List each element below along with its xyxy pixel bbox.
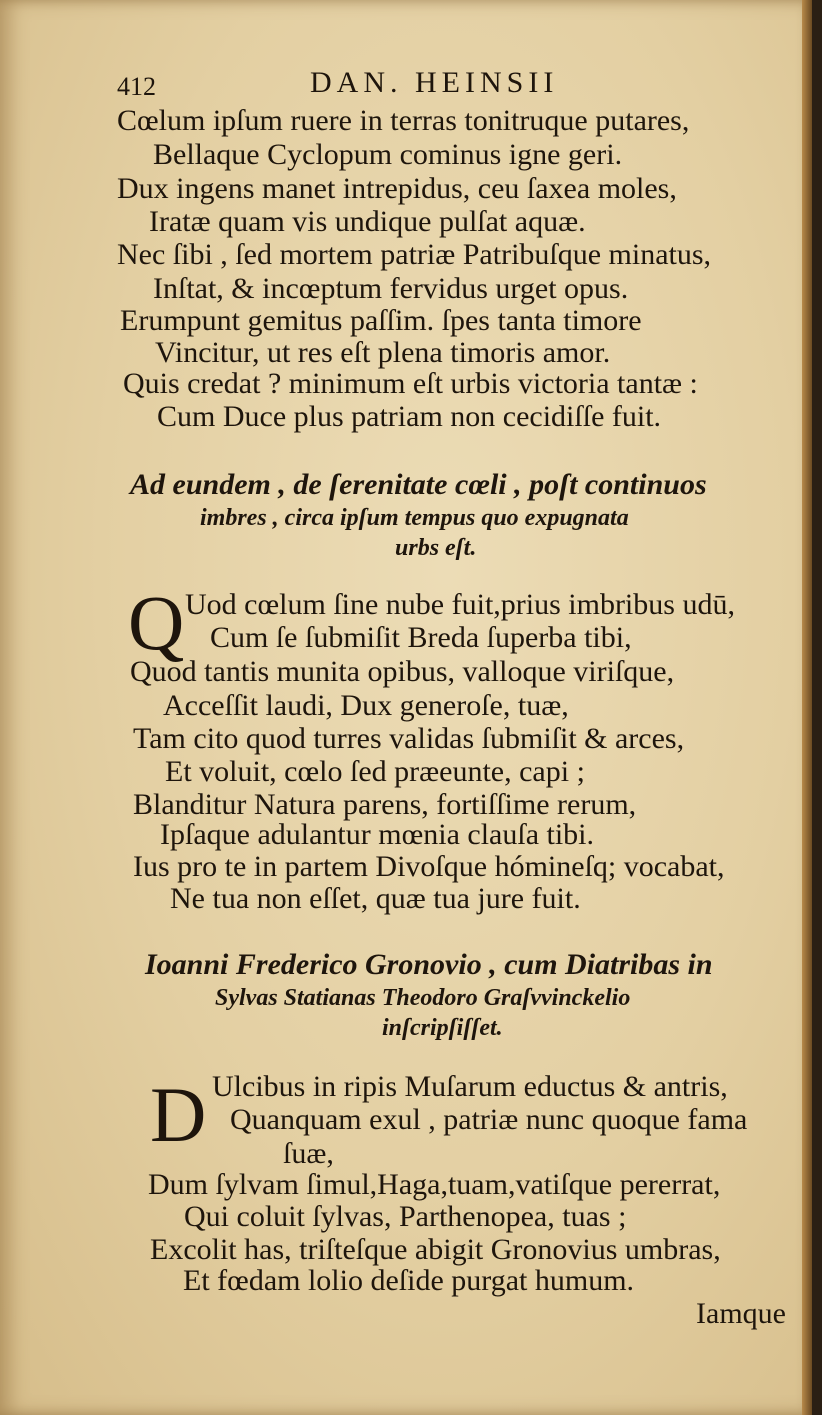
- poem3-line: ſuæ,: [283, 1137, 334, 1170]
- poem2-title: Ad eundem , de ſerenitate cœli , poſt continuos: [130, 468, 707, 501]
- poem2-line: Et voluit, cœlo ſed præeunte, capi ;: [165, 755, 585, 788]
- running-head: DAN. HEINSII: [310, 66, 559, 99]
- poem3-line: Quanquam exul , patriæ nunc quoque fama: [230, 1103, 748, 1136]
- poem1-line: Iratæ quam vis undique pulſat aquæ.: [149, 205, 586, 238]
- poem2-line: Ne tua non eſſet, quæ tua jure fuit.: [170, 882, 581, 915]
- poem3-line: Excolit has, triſteſque abigit Gronovius umbras,: [150, 1233, 721, 1266]
- poem2-line: Ius pro te in partem Divoſque hómineſq; vocabat,: [133, 850, 725, 883]
- poem1-line: Inſtat, & incœptum fervidus urget opus.: [153, 272, 629, 305]
- poem3-dropcap: D: [150, 1071, 207, 1158]
- catchword: Iamque: [696, 1297, 786, 1330]
- poem3-title: Ioanni Frederico Gronovio , cum Diatribas in: [145, 948, 713, 981]
- poem1-line: Bellaque Cyclopum cominus igne geri.: [153, 138, 623, 171]
- page-edge: [802, 0, 812, 1415]
- poem2-line: Tam cito quod turres validas ſubmiſit & arces,: [133, 722, 685, 755]
- poem1-line: Quis credat ? minimum eſt urbis victoria tantæ :: [123, 367, 698, 400]
- poem1-line: Vincitur, ut res eſt plena timoris amor.: [155, 336, 611, 369]
- poem2-line: Quod tantis munita opibus, valloque viriſque,: [130, 655, 675, 688]
- poem1-line: Erumpunt gemitus paſſim. ſpes tanta timore: [120, 304, 642, 337]
- poem3-title: Sylvas Statianas Theodoro Graſvvinckelio: [215, 985, 631, 1011]
- poem2-line: Ipſaque adulantur mœnia clauſa tibi.: [160, 818, 595, 851]
- poem2-line: Acceſſit laudi, Dux generoſe, tuæ,: [163, 689, 569, 722]
- poem2-title: urbs eſt.: [395, 535, 477, 561]
- poem2-title: imbres , circa ipſum tempus quo expugnata: [200, 505, 629, 531]
- poem2-dropcap: Q: [128, 579, 185, 666]
- poem3-line: Et fœdam lolio deſide purgat humum.: [183, 1264, 635, 1297]
- poem3-line: Qui coluit ſylvas, Parthenopea, tuas ;: [184, 1200, 627, 1233]
- poem3-line: Ulcibus in ripis Muſarum eductus & antris,: [212, 1070, 728, 1103]
- poem1-line: Dux ingens manet intrepidus, ceu ſaxea moles,: [117, 172, 677, 205]
- poem3-title: inſcripſiſſet.: [382, 1015, 503, 1041]
- poem1-line: Nec ſibi , ſed mortem patriæ Patribuſque minatus,: [117, 238, 712, 271]
- page-number: 412: [117, 72, 156, 101]
- poem1-line: Cœlum ipſum ruere in terras tonitruque putares,: [117, 104, 690, 137]
- poem2-line: Cum ſe ſubmiſit Breda ſuperba tibi,: [210, 621, 632, 654]
- poem2-line: Blanditur Natura parens, fortiſſime rerum,: [133, 788, 637, 821]
- poem3-line: Dum ſylvam ſimul,Haga,tuam,vatiſque pererrat,: [148, 1168, 721, 1201]
- poem2-line: Uod cœlum ſine nube fuit,prius imbribus udū,: [185, 588, 735, 621]
- poem1-line: Cum Duce plus patriam non cecidiſſe fuit.: [157, 400, 662, 433]
